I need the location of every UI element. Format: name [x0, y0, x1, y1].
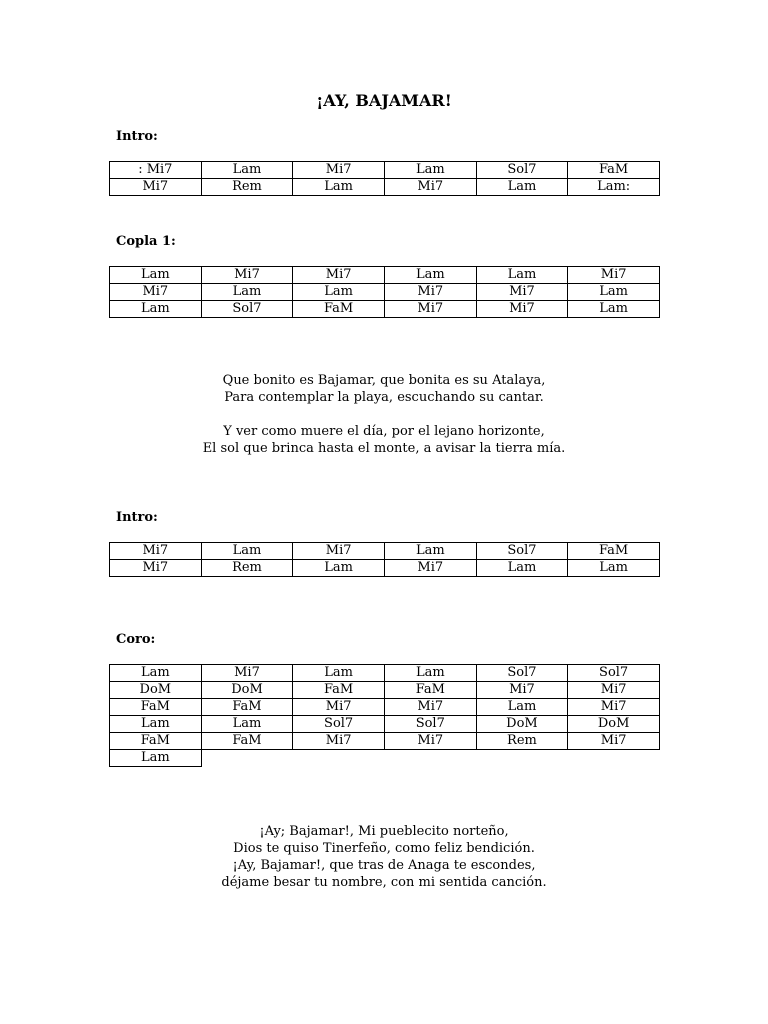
chord-cell: Mi7	[293, 733, 385, 750]
lyric-line: ¡Ay; Bajamar!, Mi pueblecito norteño,	[259, 824, 509, 839]
table-row	[110, 179, 660, 196]
chord-cell: Mi7	[476, 301, 568, 318]
chord-cell: DoM	[201, 682, 293, 699]
chord-cell: Mi7	[568, 682, 660, 699]
chord-cell: Lam	[110, 750, 202, 767]
chord-cell: Mi7	[384, 301, 476, 318]
chord-cell: Mi7	[568, 267, 660, 284]
chord-cell: Rem	[476, 733, 568, 750]
chord-cell: Mi7	[110, 179, 202, 196]
chord-cell: Sol7	[293, 716, 385, 733]
chord-cell: Rem	[201, 560, 293, 577]
chord-cell: FaM	[201, 699, 293, 716]
chord-cell: Lam	[384, 162, 476, 179]
chord-cell: Sol7	[568, 665, 660, 682]
table-row	[110, 267, 660, 284]
chord-cell: Mi7	[110, 543, 202, 560]
chord-cell: Mi7	[201, 267, 293, 284]
chord-cell: Mi7	[476, 284, 568, 301]
song-title: ¡AY, BAJAMAR!	[316, 91, 452, 110]
chord-cell: FaM	[201, 733, 293, 750]
chord-table-intro-2	[109, 542, 660, 577]
chord-cell: Mi7	[384, 699, 476, 716]
table-row	[110, 699, 660, 716]
chord-table-copla	[109, 266, 660, 318]
table-row	[110, 716, 660, 733]
chord-cell: FaM	[293, 301, 385, 318]
chord-table-coro	[109, 664, 660, 767]
chord-cell: DoM	[110, 682, 202, 699]
chord-cell: Lam	[568, 284, 660, 301]
lyric-line: El sol que brinca hasta el monte, a avisar la tierra mía.	[202, 441, 566, 456]
chord-cell: Mi7	[201, 665, 293, 682]
lyric-line: Y ver como muere el día, por el lejano horizonte,	[223, 424, 545, 439]
chord-cell: Lam	[476, 179, 568, 196]
chord-cell: FaM	[110, 733, 202, 750]
chord-cell: Lam	[201, 284, 293, 301]
chord-cell: Mi7	[293, 543, 385, 560]
chord-cell: DoM	[476, 716, 568, 733]
verse-lyrics	[0, 372, 768, 457]
chord-cell: Lam	[568, 301, 660, 318]
chord-cell: DoM	[568, 716, 660, 733]
table-row	[110, 301, 660, 318]
chord-cell: Lam	[476, 699, 568, 716]
chord-cell: Lam	[384, 665, 476, 682]
table-row	[110, 162, 660, 179]
table-row	[110, 560, 660, 577]
chord-cell: Lam	[110, 267, 202, 284]
lyric-line: Dios te quiso Tinerfeño, como feliz bendición.	[233, 841, 535, 856]
chord-cell: Sol7	[384, 716, 476, 733]
chord-cell: Mi7	[384, 179, 476, 196]
chord-cell: Lam	[110, 301, 202, 318]
chord-cell: FaM	[293, 682, 385, 699]
chord-cell: Sol7	[476, 665, 568, 682]
chord-cell: Rem	[201, 179, 293, 196]
chord-cell: Lam	[201, 716, 293, 733]
chord-cell: Lam	[568, 560, 660, 577]
chord-cell: Lam:	[568, 179, 660, 196]
chord-cell: Lam	[201, 162, 293, 179]
chord-cell: Lam	[293, 665, 385, 682]
table-row	[110, 750, 660, 767]
chord-cell: Mi7	[476, 682, 568, 699]
chord-cell: Sol7	[201, 301, 293, 318]
section-label-coro: Coro:	[116, 632, 156, 647]
table-row	[110, 682, 660, 699]
chord-cell: Lam	[476, 267, 568, 284]
chord-cell: Lam	[110, 665, 202, 682]
table-row	[110, 543, 660, 560]
chord-table-intro	[109, 161, 660, 196]
chord-cell: Lam	[293, 560, 385, 577]
chord-cell: Mi7	[568, 699, 660, 716]
chord-cell: Mi7	[384, 560, 476, 577]
chord-cell: Mi7	[110, 284, 202, 301]
chord-cell: Mi7	[384, 284, 476, 301]
chord-cell: FaM	[568, 162, 660, 179]
chord-cell: Lam	[110, 716, 202, 733]
section-label-intro: Intro:	[116, 129, 158, 144]
chord-cell: : Mi7	[110, 162, 202, 179]
chord-cell: Mi7	[110, 560, 202, 577]
chorus-lyrics	[0, 823, 768, 891]
section-label-intro-2: Intro:	[116, 510, 158, 525]
table-row	[110, 284, 660, 301]
section-label-copla: Copla 1:	[116, 234, 176, 249]
table-row	[110, 665, 660, 682]
chord-cell: Lam	[293, 179, 385, 196]
chord-cell: Lam	[201, 543, 293, 560]
table-row	[110, 733, 660, 750]
chord-cell: Lam	[476, 560, 568, 577]
lyric-line: ¡Ay, Bajamar!, que tras de Anaga te escondes,	[232, 858, 536, 873]
lyric-line: déjame besar tu nombre, con mi sentida canción.	[221, 875, 547, 890]
lyric-line: Para contemplar la playa, escuchando su cantar.	[224, 390, 544, 405]
chord-cell: Sol7	[476, 162, 568, 179]
chord-cell: Mi7	[293, 162, 385, 179]
chord-cell: FaM	[384, 682, 476, 699]
chord-cell: Mi7	[568, 733, 660, 750]
chord-cell: FaM	[110, 699, 202, 716]
chord-cell: Mi7	[293, 699, 385, 716]
chord-cell: Sol7	[476, 543, 568, 560]
chord-cell: Mi7	[384, 733, 476, 750]
chord-cell: Lam	[384, 267, 476, 284]
chord-cell: FaM	[568, 543, 660, 560]
chord-cell: Mi7	[293, 267, 385, 284]
chord-cell: Lam	[293, 284, 385, 301]
lyric-line: Que bonito es Bajamar, que bonita es su Atalaya,	[222, 373, 546, 388]
chord-cell: Lam	[384, 543, 476, 560]
